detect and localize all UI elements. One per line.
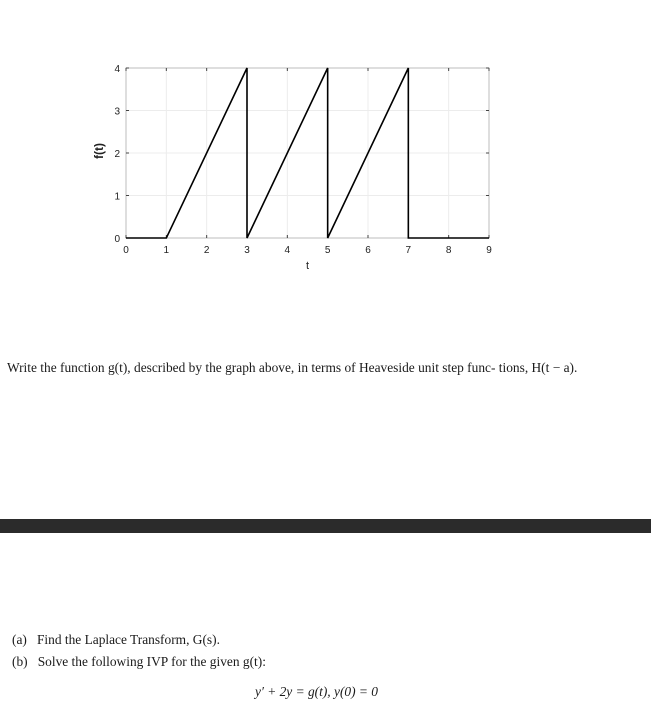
question-parts (12, 629, 266, 673)
x-tick-label: 2 (203, 245, 210, 256)
problem-statement: Write the function g(t), described by the graph above, in terms of Heaveside unit step func- tions, H(t − a). (7, 360, 578, 375)
y-tick-label: 0 (114, 234, 120, 245)
chart-grid (126, 68, 489, 238)
section-divider (0, 519, 651, 533)
x-tick-label: 6 (365, 245, 371, 256)
x-tick-label: 1 (163, 245, 170, 256)
x-axis-label: t (305, 260, 310, 272)
part-b-label: (b) (12, 654, 28, 669)
y-axis-ticks (114, 64, 489, 245)
x-tick-label: 5 (324, 245, 331, 256)
ivp-equation: y′ + 2y = g(t), y(0) = 0 (255, 684, 378, 699)
y-tick-label: 1 (114, 191, 120, 203)
y-tick-label: 4 (114, 64, 120, 75)
x-axis-ticks (123, 68, 492, 256)
x-tick-label: 0 (123, 245, 129, 256)
x-tick-label: 9 (486, 245, 492, 256)
x-tick-label: 7 (405, 245, 412, 256)
part-a (12, 629, 266, 651)
y-tick-label: 3 (114, 106, 120, 118)
x-tick-label: 4 (284, 245, 291, 256)
function-chart (0, 0, 651, 340)
y-tick-label: 2 (114, 149, 120, 160)
y-axis-label: f(t) (92, 143, 106, 159)
part-b (12, 651, 266, 673)
part-a-text: Find the Laplace Transform, G(s). (36, 632, 220, 647)
part-b-text: Solve the following IVP for the given g(t): (37, 654, 266, 669)
x-tick-label: 8 (445, 245, 452, 256)
part-a-label: (a) (12, 632, 27, 647)
x-tick-label: 3 (244, 245, 250, 256)
